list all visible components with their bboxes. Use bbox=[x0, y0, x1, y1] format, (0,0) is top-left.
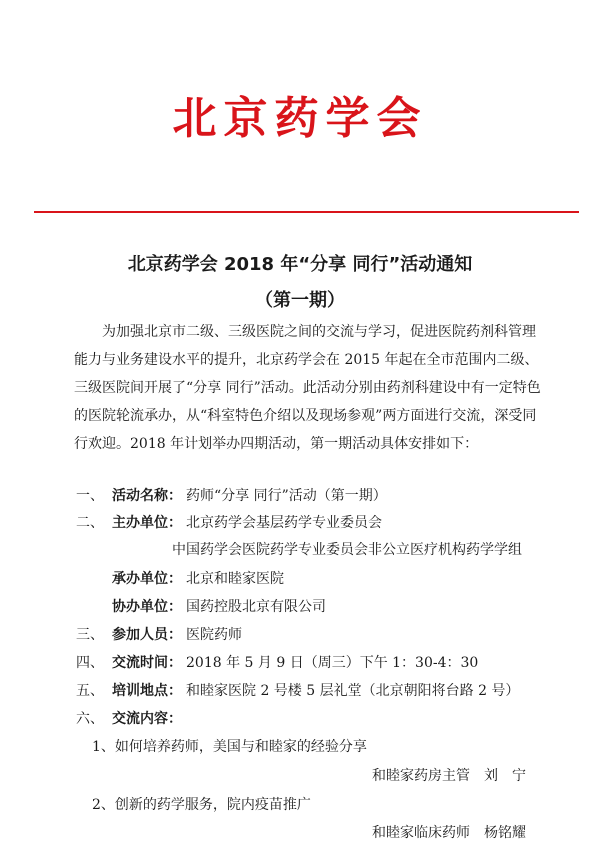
item-number: 一、 bbox=[76, 488, 104, 504]
item-label: 培训地点： bbox=[112, 683, 182, 699]
item-value: 2018 年 5 月 9 日（周三）下午 1：30-4：30 bbox=[186, 655, 479, 671]
item-value: 医院药师 bbox=[186, 627, 242, 643]
intro-paragraph: 为加强北京市二级、三级医院之间的交流与学习，促进医院药剂科管理能力与业务建设水平的提升，北京药学会在 2015 年起在全市范围内二级、三级医院间开展了“分享 同行”活动。此活动分别由药剂科建设中有一定特色的医院轮流承办，从“科室特色介绍以及现场参观”两方面进行交流，深受同行欢迎。2018 年计划举办四期活动，第一期活动具体安排如下： bbox=[74, 324, 541, 452]
item-number: 三、 bbox=[76, 627, 104, 643]
item-value: 和睦家医院 2 号楼 5 层礼堂（北京朝阳将台路 2 号） bbox=[186, 683, 520, 699]
red-divider bbox=[34, 211, 579, 213]
item-label: 交流时间： bbox=[112, 655, 182, 671]
item-number: 二、 bbox=[76, 515, 104, 531]
topic-speaker: 和睦家药房主管 刘 宁 bbox=[372, 768, 526, 784]
topic-title: 2、创新的药学服务，院内疫苗推广 bbox=[92, 797, 311, 813]
item-number: 六、 bbox=[76, 711, 104, 727]
item-host-secondary: 中国药学会医院药学专业委员会非公立医疗机构药学学组 bbox=[172, 542, 522, 558]
item-label: 参加人员： bbox=[112, 627, 182, 643]
item-value: 北京和睦家医院 bbox=[186, 571, 284, 587]
item-value: 国药控股北京有限公司 bbox=[186, 599, 326, 615]
item-label: 交流内容： bbox=[112, 711, 182, 727]
item-label: 活动名称： bbox=[112, 488, 182, 504]
notice-title: 北京药学会 2018 年“分享 同行”活动通知 bbox=[127, 254, 473, 275]
item-number: 五、 bbox=[76, 683, 104, 699]
item-value: 药师“分享 同行”活动（第一期） bbox=[186, 488, 387, 504]
topic-speaker: 和睦家临床药师 杨铭耀 bbox=[372, 825, 526, 841]
item-number: 四、 bbox=[76, 655, 104, 671]
notice-issue: （第一期） bbox=[255, 290, 345, 311]
item-value: 北京药学会基层药学专业委员会 bbox=[186, 515, 382, 531]
item-label: 协办单位： bbox=[112, 599, 182, 615]
item-label: 主办单位： bbox=[112, 515, 182, 531]
topic-title: 1、如何培养药师，美国与和睦家的经验分享 bbox=[92, 739, 367, 755]
organization-name: 北京药学会 bbox=[172, 93, 428, 144]
item-label: 承办单位： bbox=[112, 571, 182, 587]
